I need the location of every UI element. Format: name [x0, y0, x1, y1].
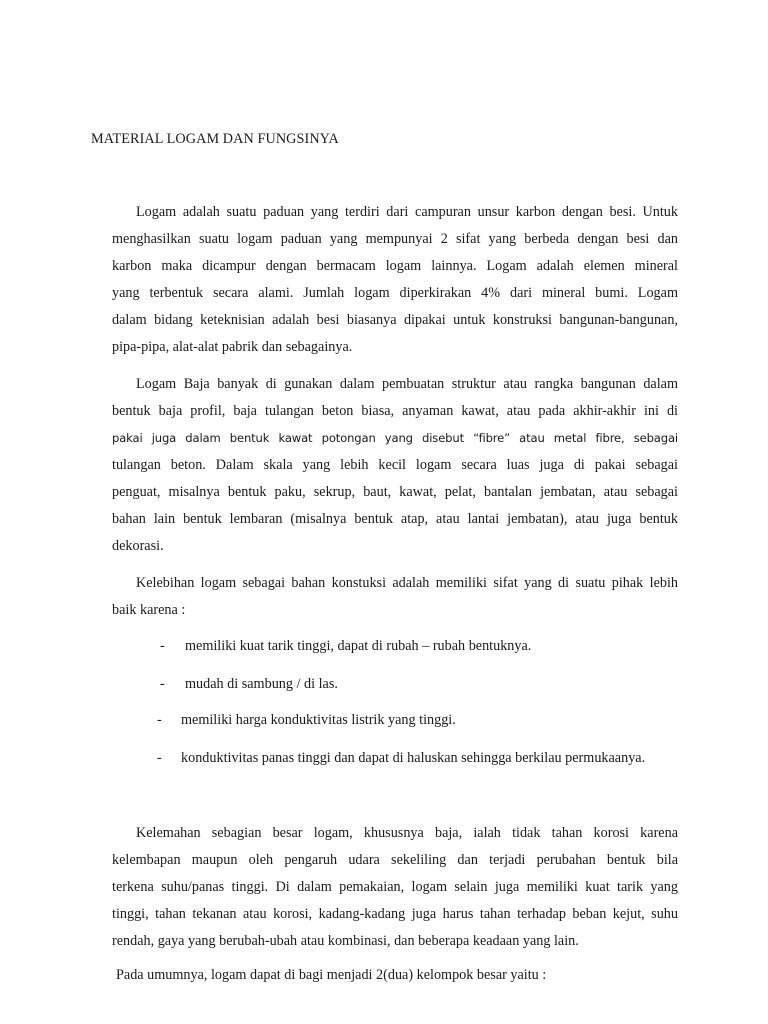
paragraph-line: dekorasi.: [112, 538, 164, 554]
bullet-dash: -: [160, 676, 165, 692]
paragraph-line: kelembapan maupun oleh pengaruh udara sekeliling dan terjadi perubahan bentuk bila: [112, 852, 678, 868]
paragraph-classification: [116, 962, 682, 989]
bullet-dash: -: [157, 750, 162, 766]
paragraph-line: bentuk baja profil, baja tulangan beton biasa, anyaman kawat, atau pada akhir-akhir ini di: [112, 403, 678, 419]
list-item-text: konduktivitas panas tinggi dan dapat di haluskan sehingga berkilau permukaanya.: [181, 750, 646, 766]
paragraph-advantages: [112, 570, 678, 624]
paragraph-line: tulangan beton. Dalam skala yang lebih kecil logam secara luas juga di pakai sebagai: [112, 457, 678, 473]
paragraph-line: rendah, gaya yang berubah-ubah atau kombinasi, dan beberapa keadaan yang lain.: [112, 933, 579, 949]
paragraph-line: penguat, misalnya bentuk paku, sekrup, baut, kawat, pelat, bantalan jembatan, atau sebagai: [112, 484, 678, 500]
paragraph-line: Kelebihan logam sebagai bahan konstuksi adalah memiliki sifat yang di suatu pihak lebih: [136, 575, 678, 591]
paragraph-line: pipa-pipa, alat-alat pabrik dan sebagainya.: [112, 339, 353, 355]
paragraph-steel-usage: [112, 371, 678, 560]
list-item-text: memiliki kuat tarik tinggi, dapat di rubah – rubah bentuknya.: [185, 638, 532, 654]
paragraph-line: tinggi, tahan tekanan atau korosi, kadang-kadang juga harus tahan terhadap beban kejut, suhu: [112, 906, 678, 922]
paragraph-line: menghasilkan suatu logam paduan yang mempunyai 2 sifat yang berbeda dengan besi dan: [112, 231, 678, 247]
paragraph-definition: [112, 199, 678, 361]
list-item-text: memiliki harga konduktivitas listrik yang tinggi.: [181, 712, 456, 728]
paragraph-line: baik karena :: [112, 602, 186, 618]
bullet-dash: -: [160, 638, 165, 654]
paragraph-line: Logam adalah suatu paduan yang terdiri dari campuran unsur karbon dengan besi. Untuk: [136, 204, 678, 220]
paragraph-line: dalam bidang keteknisian adalah besi biasanya dipakai untuk konstruksi bangunan-bangunan,: [112, 312, 678, 328]
bullet-dash: -: [157, 712, 162, 728]
paragraph-disadvantages: [112, 820, 678, 955]
paragraph-line: bahan lain bentuk lembaran (misalnya bentuk atap, atau lantai jembatan), atau juga bentuk: [112, 511, 678, 527]
paragraph-line: Kelemahan sebagian besar logam, khususnya baja, ialah tidak tahan korosi karena: [136, 825, 678, 841]
paragraph-line: Logam Baja banyak di gunakan dalam pembuatan struktur atau rangka bangunan dalam: [136, 376, 678, 392]
paragraph-line: Pada umumnya, logam dapat di bagi menjadi 2(dua) kelompok besar yaitu :: [116, 967, 547, 983]
paragraph-line: karbon maka dicampur dengan bermacam logam lainnya. Logam adalah elemen mineral: [112, 258, 678, 274]
paragraph-line: pakai juga dalam bentuk kawat potongan yang disebut “fibre” atau metal fibre, sebagai: [112, 431, 678, 445]
paragraph-line: yang terbentuk secara alami. Jumlah logam diperkirakan 4% dari mineral bumi. Logam: [112, 285, 678, 301]
list-item-text: mudah di sambung / di las.: [185, 676, 338, 692]
paragraph-line: terkena suhu/panas tinggi. Di dalam pemakaian, logam selain juga memiliki kuat tarik yang: [112, 879, 678, 895]
document-title: MATERIAL LOGAM DAN FUNGSINYA: [91, 131, 339, 147]
